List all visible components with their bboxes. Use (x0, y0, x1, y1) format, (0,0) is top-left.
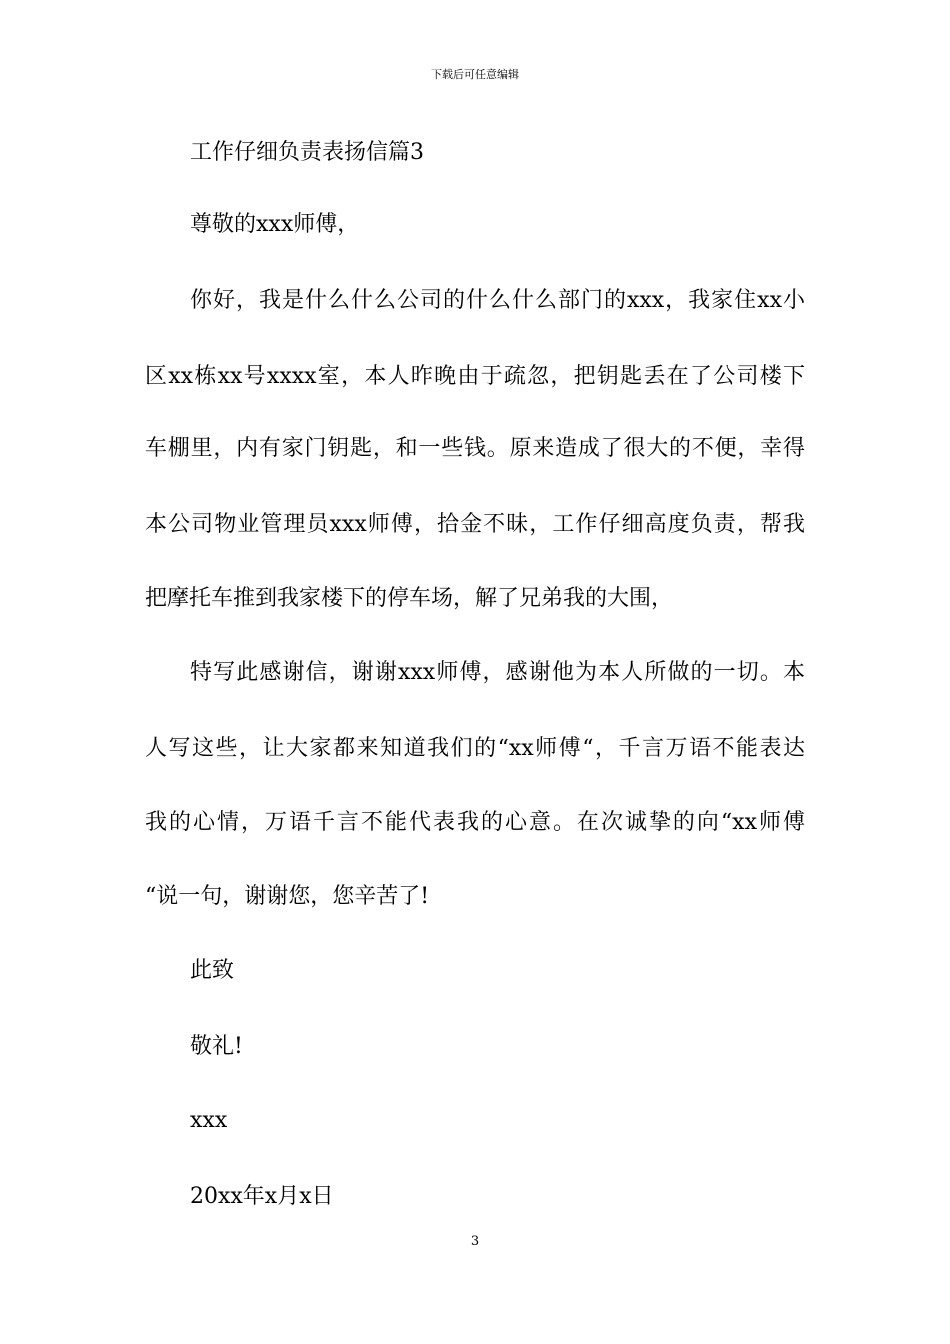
signature: xxx (190, 1108, 228, 1133)
paragraph1-line1: 你好，我是什么什么公司的什么什么部门的xxx，我家住xx小 (190, 288, 805, 313)
letter-title: 工作仔细负责表扬信篇3 (190, 140, 424, 165)
page-number: 3 (470, 1234, 480, 1249)
letter-salutation: 尊敬的xxx师傅， (190, 212, 360, 237)
letter-date: 20xx年x月x日 (190, 1184, 334, 1209)
paragraph2-line3: 我的心情，万语千言不能代表我的心意。在次诚挚的向“xx师傅 (145, 810, 805, 835)
closing-greeting: 此致 (190, 958, 235, 983)
paragraph1-line3: 车棚里，内有家门钥匙，和一些钱。原来造成了很大的不便，幸得 (145, 436, 805, 461)
paragraph2-line4: “说一句，谢谢您，您辛苦了! (145, 884, 430, 909)
paragraph1-line5: 把摩托车推到我家楼下的停车场，解了兄弟我的大围， (145, 586, 674, 611)
paragraph1-line2: 区xx栋xx号xxxx室，本人昨晚由于疏忽，把钥匙丢在了公司楼下 (145, 364, 805, 389)
paragraph2-line1: 特写此感谢信，谢谢xxx师傅，感谢他为本人所做的一切。本 (190, 660, 805, 685)
paragraph1-line4: 本公司物业管理员xxx师傅，拾金不昧，工作仔细高度负责，帮我 (145, 512, 805, 537)
header-note: 下载后可任意编辑 (431, 68, 519, 81)
paragraph2-line2: 人写这些，让大家都来知道我们的“xx师傅“，千言万语不能表达 (145, 736, 805, 761)
closing-salute: 敬礼! (190, 1034, 243, 1059)
